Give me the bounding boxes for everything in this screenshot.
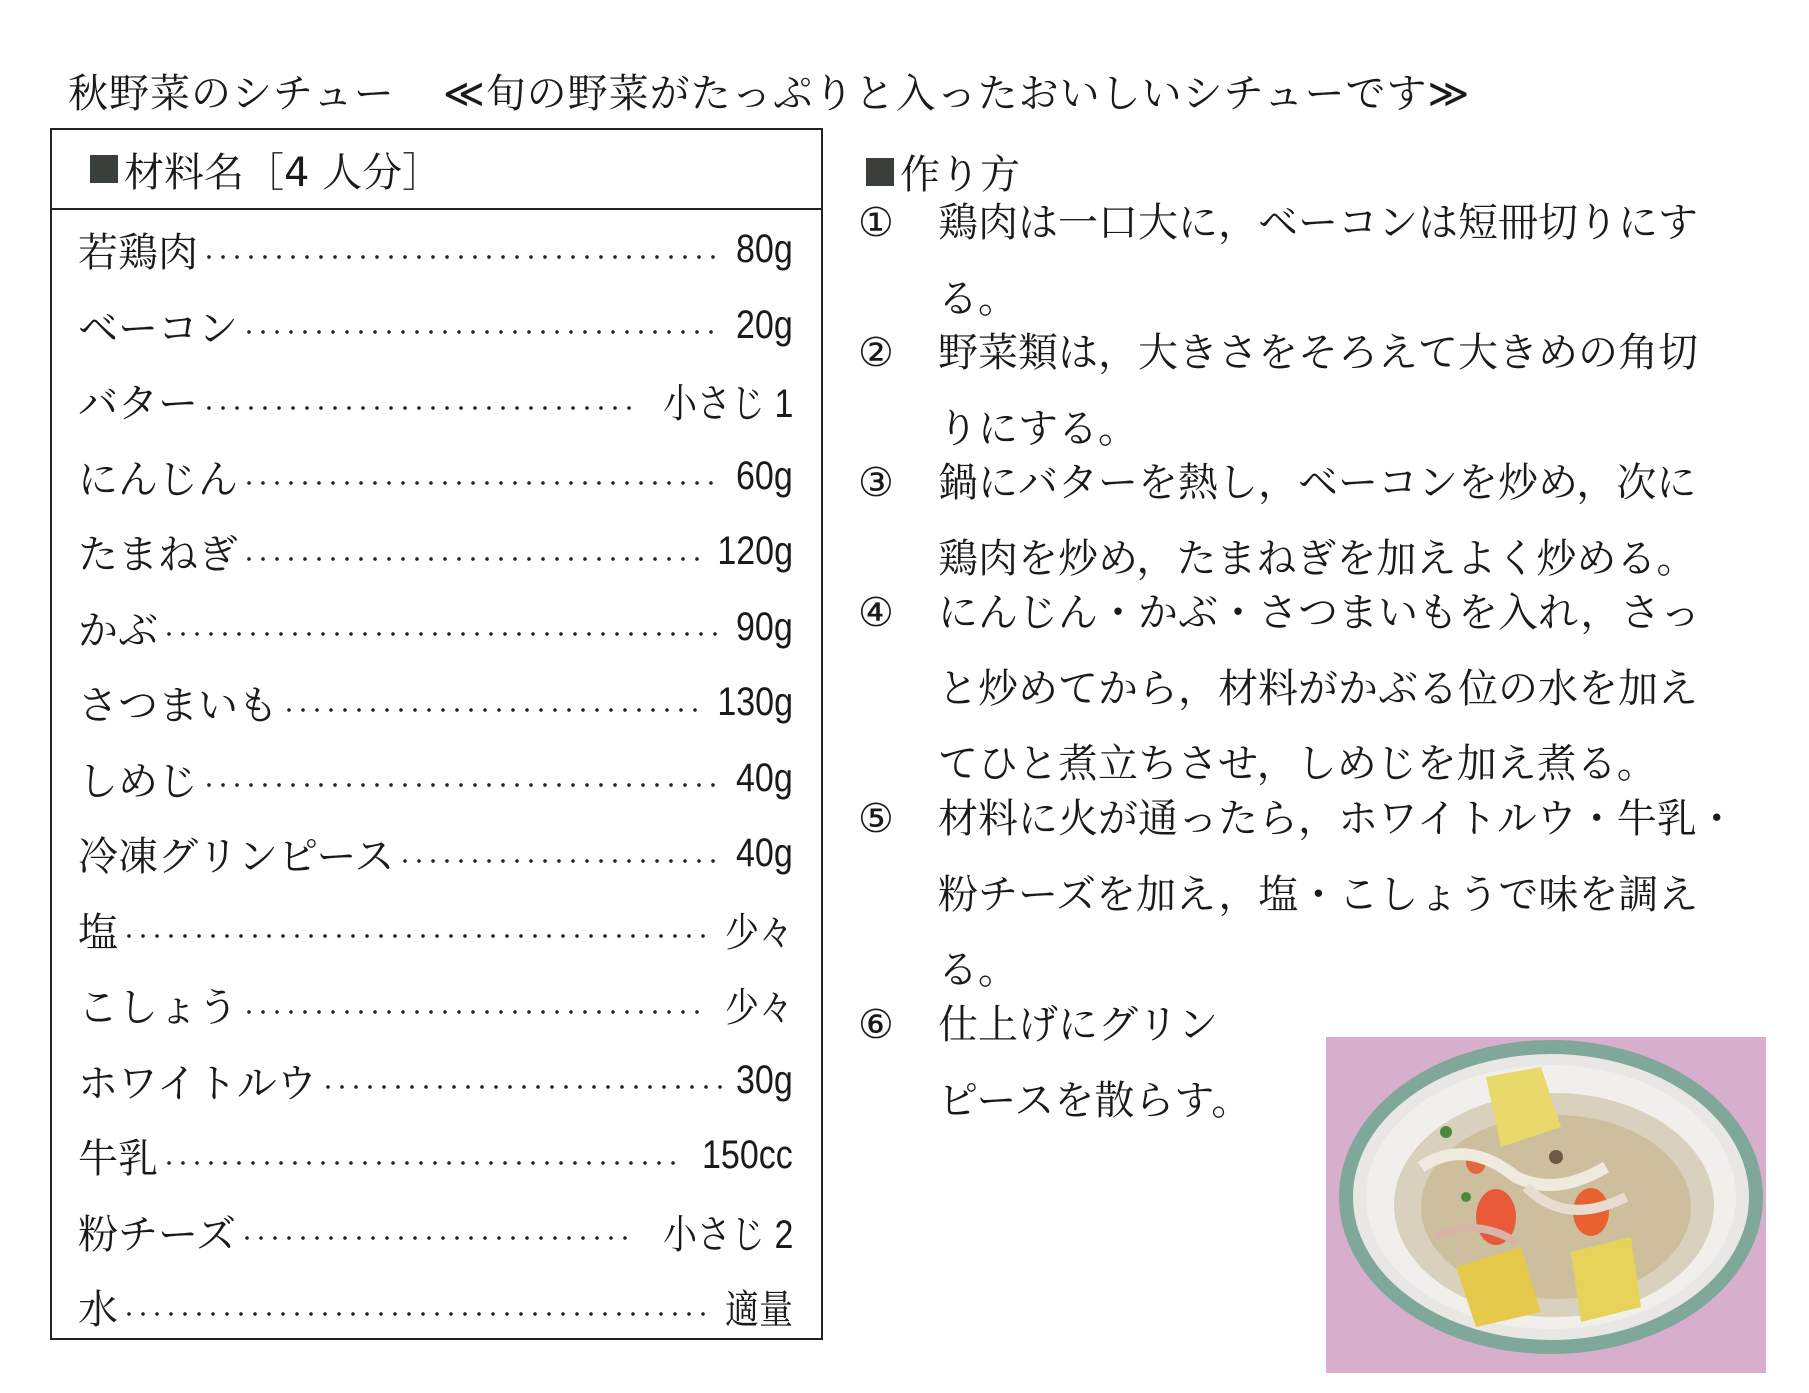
step-line: る。 — [938, 947, 1018, 993]
recipe-name: 秋野菜のシチュー — [68, 71, 395, 117]
stew-bowl-image — [1326, 1037, 1766, 1373]
ingredients-header-label: 材料名［4 人分］ — [124, 149, 443, 196]
ingredient-amount: 適量 — [725, 1288, 793, 1333]
ingredient-amount: 60g — [736, 453, 793, 498]
ingredient-name: 牛乳 — [78, 1136, 158, 1183]
method-step — [858, 446, 1696, 597]
step-number: ⑥ — [858, 1002, 894, 1048]
ingredient-name: しめじ — [78, 758, 198, 805]
step-line: にんじん・かぶ・さつまいもを入れ，さっ — [938, 590, 1701, 636]
step-number: ② — [858, 330, 894, 376]
method-step — [858, 782, 1737, 1009]
method-step — [858, 186, 1698, 337]
square-bullet-icon — [90, 155, 118, 183]
dot-leader — [242, 1010, 709, 1014]
recipe-subtitle: ≪旬の野菜がたっぷりと入ったおいしいシチューです≫ — [442, 71, 1471, 117]
ingredient-name: ホワイトルウ — [78, 1060, 317, 1107]
dot-leader — [240, 1236, 636, 1240]
ingredient-name: にんじん — [78, 456, 238, 503]
ingredient-amount: 120g — [717, 529, 793, 574]
ingredient-amount: 90g — [736, 604, 793, 649]
step-line: 野菜類は，大きさをそろえて大きめの角切 — [938, 330, 1698, 376]
ingredient-name: さつまいも — [78, 683, 278, 730]
step-line: 鶏肉を炒め，たまねぎを加えよく炒める。 — [938, 535, 1697, 582]
step-number: ④ — [858, 590, 894, 636]
dot-leader — [162, 632, 722, 636]
step-line: 仕上げにグリン — [938, 1002, 1218, 1048]
dot-leader — [202, 783, 722, 787]
ingredient-name: 粉チーズ — [78, 1211, 236, 1258]
step-line: 鍋にバターを熱し，ベーコンを炒め，次に — [938, 460, 1697, 506]
ingredient-name: かぶ — [78, 607, 158, 654]
dot-leader — [122, 1312, 709, 1316]
ingredient-row — [52, 212, 821, 288]
step-line: りにする。 — [938, 405, 1138, 452]
ingredient-amount: 130g — [717, 680, 793, 725]
ingredient-row — [52, 1269, 821, 1345]
step-number: ③ — [858, 460, 894, 506]
dot-leader — [242, 481, 722, 485]
step-line: てひと煮立ちさせ，しめじを加え煮る。 — [938, 741, 1657, 787]
step-number: ① — [858, 200, 894, 246]
square-bullet-icon — [866, 158, 894, 186]
ingredient-name: 塩 — [78, 909, 118, 956]
step-text — [938, 576, 1700, 803]
ingredients-list — [52, 212, 821, 1345]
ingredient-name: 水 — [78, 1287, 118, 1334]
dot-leader — [202, 255, 722, 259]
ingredient-amount: 40g — [736, 831, 793, 876]
ingredient-row — [52, 1194, 821, 1270]
ingredients-table — [50, 128, 823, 1340]
ingredient-name: たまねぎ — [78, 532, 238, 579]
ingredient-name: こしょう — [78, 985, 238, 1032]
step-text — [938, 186, 1698, 337]
ingredient-row — [52, 1043, 821, 1119]
ingredients-header — [52, 130, 821, 210]
method-step — [858, 988, 1251, 1139]
ingredient-name: バター — [78, 381, 198, 428]
dot-leader — [398, 859, 722, 863]
step-text — [938, 446, 1696, 597]
ingredient-amount: 150cc — [702, 1133, 793, 1178]
dot-leader — [242, 330, 722, 334]
ingredient-amount: 80g — [736, 227, 793, 272]
ingredient-name: 冷凍グリンピース — [78, 834, 395, 881]
step-line: 粉チーズを加え，塩・こしょうで味を調え — [938, 871, 1699, 918]
ingredient-row — [52, 892, 821, 968]
step-line: と炒めてから，材料がかぶる位の水を加え — [938, 665, 1698, 712]
ingredient-row — [52, 967, 821, 1043]
stew-photo — [1326, 1037, 1766, 1373]
recipe-title — [68, 62, 1470, 119]
dot-leader — [321, 1085, 722, 1089]
ingredient-row — [52, 439, 821, 515]
ingredient-amount: 40g — [736, 755, 793, 800]
ingredient-amount: 小さじ 2 — [662, 1212, 793, 1257]
method-header-label: 作り方 — [900, 152, 1020, 198]
step-text — [938, 782, 1737, 1009]
ingredient-row — [52, 1118, 821, 1194]
method-step — [858, 316, 1698, 467]
ingredient-name: ベーコン — [78, 305, 238, 352]
ingredient-row — [52, 741, 821, 817]
step-line: ピースを散らす。 — [938, 1077, 1252, 1124]
ingredient-row — [52, 363, 821, 439]
ingredient-row — [52, 514, 821, 590]
ingredient-row — [52, 665, 821, 741]
ingredient-amount: 20g — [736, 302, 793, 347]
ingredient-amount: 少々 — [725, 986, 793, 1031]
ingredient-name: 若鶏肉 — [78, 230, 198, 277]
ingredient-amount: 30g — [736, 1057, 793, 1102]
ingredient-row — [52, 288, 821, 364]
dot-leader — [242, 557, 700, 561]
method-step — [858, 576, 1700, 803]
dot-leader — [202, 406, 636, 410]
ingredient-amount: 小さじ 1 — [662, 382, 793, 427]
step-text — [938, 988, 1251, 1139]
dot-leader — [122, 934, 709, 938]
step-line: 材料に火が通ったら，ホワイトルウ・牛乳・ — [938, 796, 1737, 842]
dot-leader — [282, 708, 700, 712]
dot-leader — [162, 1161, 682, 1165]
step-number: ⑤ — [858, 796, 894, 842]
step-text — [938, 316, 1698, 467]
step-line: る。 — [938, 275, 1018, 322]
ingredient-amount: 少々 — [725, 910, 793, 955]
ingredient-row — [52, 816, 821, 892]
step-line: 鶏肉は一口大に，ベーコンは短冊切りにす — [938, 200, 1698, 246]
ingredient-row — [52, 590, 821, 666]
